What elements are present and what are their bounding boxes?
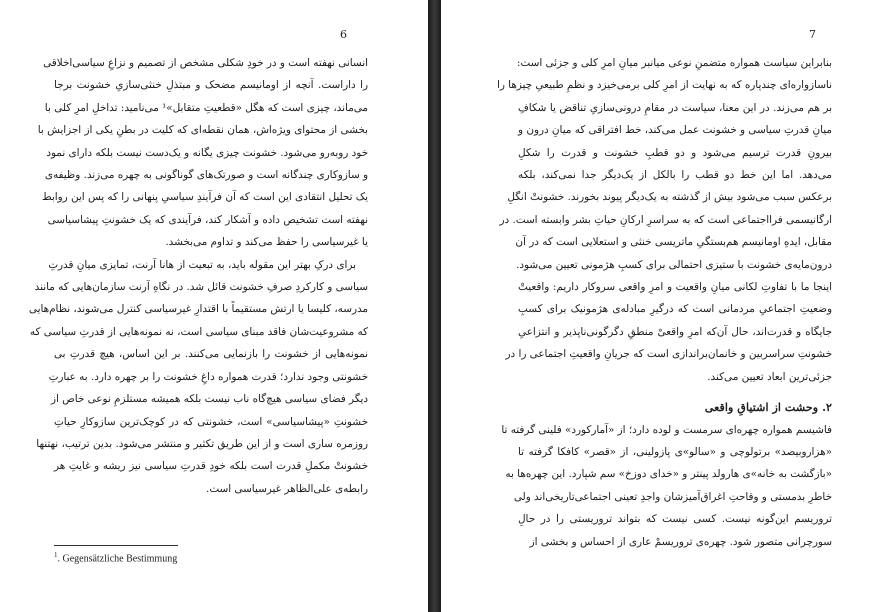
text-line: وضعیتِ اجتماعیِ مردمانی است که درگیرِ مبادله‌ی هژمونیک برای کسبِ bbox=[518, 303, 832, 316]
text-line: جایگاه و قدرت‌اند، حال آن‌که امرِ واقعیْ منطقِ دگرگونی‌ناپذیر و انتزاعیِ bbox=[518, 325, 832, 338]
text-line: نهفته است تشخیص داده و آشکار کند، فرآیندی که یک خشونتِ پیشاسیاسی bbox=[47, 213, 368, 226]
text-line: خشونتِ سراسربین و خانمان‌براندازی است که جریانِ واقعیتِ اجتماعی را در bbox=[505, 348, 832, 361]
left-page bbox=[0, 0, 428, 612]
text-line: میانِ قدرتِ سیاسی و خشونت عمل می‌کند، خط افتراقی که میانِ درون و bbox=[518, 124, 832, 137]
text-line: مقابل، ایدهِ اومانیسم هم‌بستگیِ ماتریسی خنثی و استعلایی است که در آن bbox=[515, 236, 832, 249]
text-line: بنابراین سیاست همواره متضمنِ نوعی میانبر میانِ امرِ کلی و جزئی است: bbox=[516, 57, 832, 69]
text-line: یا غیرسیاسی را حفظ می‌کند و تداوم می‌بخشد. bbox=[165, 236, 368, 249]
text-line: خشونتی وجود ندارد؛ قدرت همواره داغِ خشونت را بر چهره دارد. به عبارتِ bbox=[48, 370, 368, 383]
text-line: رابطه‌ی علی‌الظاهر غیرسیاسی است. bbox=[206, 482, 368, 495]
paragraph bbox=[28, 254, 368, 500]
text-line: ارگانیسمی فرااجتماعی است که به سراسرِ ارکانِ حیاتِ بشر وابسته است. در bbox=[499, 213, 832, 226]
text-line: که مشروعیت‌شان فاقد مبنای سیاسی است، نه نمونه‌هایی از قدرتِ سیاسی که bbox=[29, 325, 368, 338]
text-line: درون‌مایه‌ی خشونت با ستیزی احتمالی برای کسبِ هژمونی تعیین می‌شود. bbox=[516, 258, 832, 271]
text-line: بخشی از محتوای ویژه‌اش، همان نقطه‌ای که کلیت در بطنِ یکی از اجزایش با bbox=[37, 124, 368, 137]
paragraph bbox=[37, 52, 368, 254]
text-line: خشونتْ مکملِ قدرت است بلکه خودِ قدرتِ سیاسی نیز ریشه و غایتِ هر bbox=[54, 460, 368, 473]
text-line: دیگر فضای سیاسی هیچ‌گاه ناب نیست بلکه همیشه مستلزمِ نوعی خاص از bbox=[50, 393, 368, 406]
footnote-text: . Gegensätzliche Bestimmung bbox=[57, 553, 178, 565]
text-line: خاطرِ بدمستی و وقاحتِ اغراق‌آمیزشان واجدِ تعینی اجتماعی‌تاریخی‌اند ولی bbox=[513, 490, 832, 503]
right-page-body bbox=[496, 52, 832, 553]
text-line: ناسازواره‌ای چندپاره که به نهایت از امرِ کلی برمی‌خیزد و نظمِ طبیعیِ چیزها را bbox=[496, 79, 832, 92]
text-line: روزمره ساری است و از این طریق تکثیر و منتشر می‌شود. بدین ترتیب، نهتنها bbox=[36, 437, 368, 450]
text-line: برعکس سبب می‌شود بیش از گذشته به یک‌دیگر پیوند بخورند. خشونتْ انگل‌ِ bbox=[507, 191, 832, 204]
text-line: را داراست. آنچه از اومانیسم مضحک و مبتذلِ خنثی‌سازیِ خشونت برجا bbox=[54, 79, 368, 92]
text-line: اینجا ما با تفاوتِ لکانی میانِ واقعیت و امرِ واقعی سروکار داریم: واقعیتْ bbox=[518, 281, 832, 294]
text-line: انسانی نهفته است و در خودِ شکلی مشخص از تصمیم و نزاعِ سیاسی‌اخلاقی bbox=[43, 57, 368, 69]
text-line: فاشیسم همواره چهره‌ای سرمست و لوده دارد؛ از «آمارکورد» فلینی گرفته تا bbox=[501, 423, 832, 436]
text-line: یک تحلیل انتقادی این است که آن فرآیندِ سیاسیِ پنهانی را که پس این روابط bbox=[42, 191, 368, 204]
text-line: بر هم می‌زند. در این معنا، سیاست در مقامِ درونی‌سازیِ تناقض یا شکافِ bbox=[518, 101, 832, 114]
text-line: «هزاروبیصد» برتولوچی و «سالو»ی پازولینی، از «قصر» کافکا گرفته تا bbox=[518, 445, 832, 458]
paragraph bbox=[501, 419, 832, 553]
text-line: برای درکِ بهتر این مقوله باید، به تبعیت از هانا آرنت، تمایزی میانِ قدرتِ bbox=[48, 258, 356, 271]
text-line: سورچرانی متصور شود. چهره‌ی تروریسمْ عاری از احساس و بخشی از bbox=[529, 535, 832, 548]
text-line: می‌دهد. اما این خط دو قطب را بالکل از یک‌دیگر جدا نمی‌کند، بلکه bbox=[518, 169, 832, 182]
book-gutter bbox=[428, 0, 441, 612]
left-page-body bbox=[28, 52, 368, 500]
text-line: خشونتِ «پیشاسیاسی» است، خشونتی که در کوچک‌ترین سازوکارِ حیاتِ bbox=[54, 415, 368, 428]
footnote-divider bbox=[54, 545, 178, 546]
text-line: تروریسم این‌گونه نیست. کسی نیست که بتواند تروریستی را در حالِ bbox=[518, 513, 832, 526]
text-line: خود روبه‌رو می‌شود. خشونت چیزی یگانه و یک‌دست نیست بلکه دارای نمود bbox=[46, 146, 368, 159]
text-line: می‌ماند، چیزی است که هگل «قطعیتِ متقابل»¹ می‌نامید: تداخلِ امرِ کلی با bbox=[44, 101, 368, 114]
text-line: جزئی‌ترین ابعاد تعیین می‌کند. bbox=[707, 370, 832, 383]
text-line: و سازوکاری چندگانه است و صورتک‌های گوناگونی به چهره می‌زند. وظیفه‌ی bbox=[44, 169, 368, 182]
text-line: مدرسه، کلیسا یا ارتش مستقیماً با اقتدارِ غیرسیاسی کنترل می‌شوند، نظام‌هایی bbox=[28, 303, 368, 316]
footnote-marker: 1 bbox=[54, 551, 58, 559]
page-number-right: 7 bbox=[809, 28, 816, 41]
footnote bbox=[54, 551, 177, 564]
section-heading: ۲. وحشت از اشتیاقِ واقعی bbox=[704, 400, 832, 415]
page-number-left: 6 bbox=[340, 28, 347, 41]
text-line: «بازگشت به خانه»ی هارولد پینتر و «خدای دوزخ» سم شپارد. این چهره‌ها به bbox=[505, 468, 832, 481]
text-line: بیرونِ قدرت ترسیم می‌شود و دو قطبِ خشونت و قدرت را شکلِ bbox=[518, 146, 832, 159]
text-line: سیاسی و کارکردِ صرفِ خشونت قائل شد. در نگاهِ آرنت سازمان‌هایی که مانند bbox=[34, 281, 368, 294]
right-page bbox=[441, 0, 869, 612]
text-line: نمونه‌هایی از خشونت را بازنمایی می‌کنند. بر این اساس، هیچ قدرتِ بی bbox=[54, 348, 368, 361]
paragraph bbox=[496, 52, 832, 388]
